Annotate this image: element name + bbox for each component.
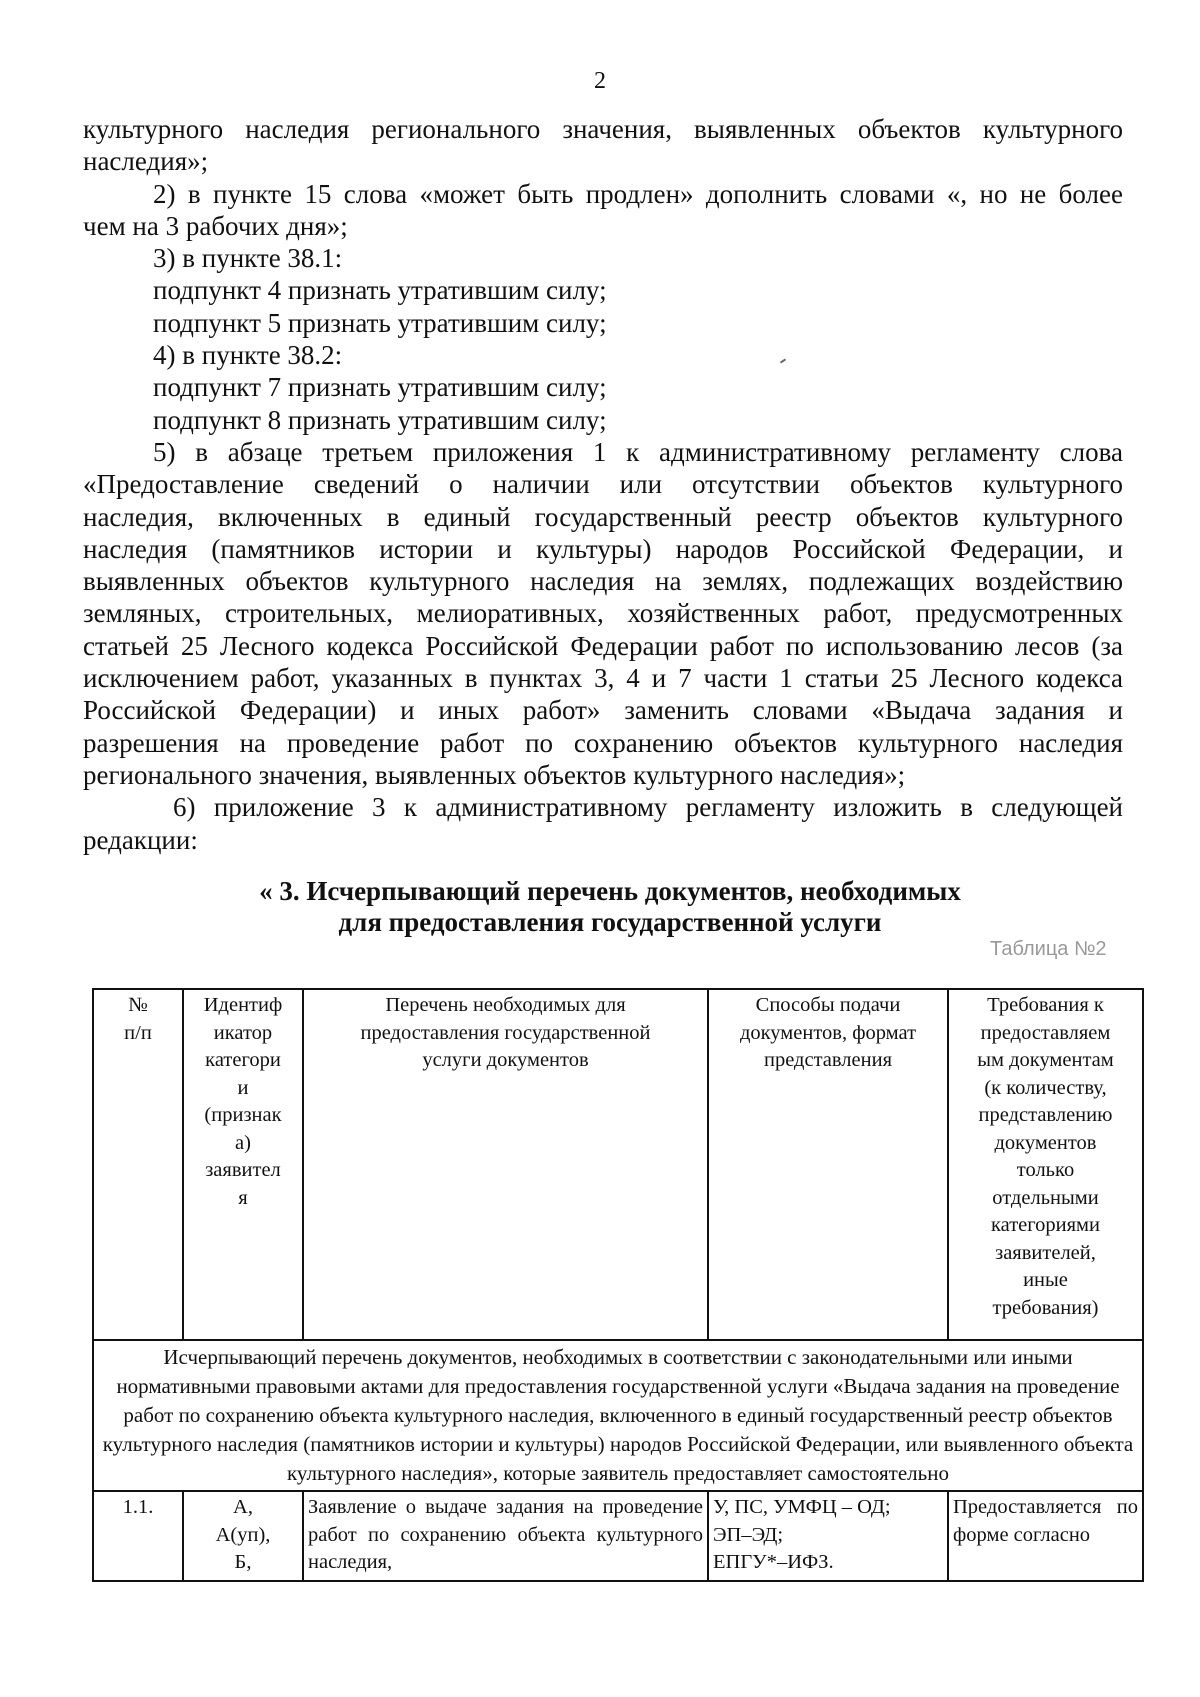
paragraph-line: регионального значения, выявленных объектов культурного наследия»; xyxy=(83,759,906,790)
header-category: Идентиф икатор категори и (признак а) заявител я xyxy=(183,989,303,1340)
appendix-heading xyxy=(0,876,1200,938)
paragraph-line: «Предоставление сведений о наличии или отсутствии объектов культурного xyxy=(83,469,1123,500)
table-caption: Таблица №2 xyxy=(990,938,1107,960)
paragraph-line: статьей 25 Лесного кодекса Российской Федерации работ по использованию лесов (за xyxy=(83,630,1123,661)
paragraph-line: подпункт 8 признать утратившим силу; xyxy=(153,404,607,435)
paragraph-line: 3) в пункте 38.1: xyxy=(153,243,343,274)
row-method: У, ПС, УМФЦ – ОД; ЭП–ЭД; ЕПГУ*–ИФЗ. xyxy=(708,1491,948,1581)
page-number: 2 xyxy=(594,68,606,94)
header-requirements: Требования к предоставляем ым документам (к количеству, представлению документов только отдельными категориями заявителей, иные требования) xyxy=(948,989,1143,1340)
paragraph-line: выявленных объектов культурного наследия на землях, подлежащих воздействию xyxy=(83,566,1123,597)
paragraph-line: редакции: xyxy=(83,824,198,855)
paragraph-line: культурного наследия регионального значения, выявленных объектов культурного xyxy=(83,114,1123,144)
paragraph-line: Российской Федерации) и иных работ» заменить словами «Выдача задания и xyxy=(83,695,1123,726)
heading-line-2: для предоставления государственной услуги xyxy=(338,907,882,937)
table-header-row xyxy=(93,989,1143,1340)
row-category: А, А(уп), Б, xyxy=(183,1491,303,1581)
documents-table xyxy=(92,988,1144,1582)
paragraph-line: наследия, включенных в единый государственный реестр объектов культурного xyxy=(83,501,1123,532)
paragraph-line: исключением работ, указанных в пунктах 3, 4 и 7 части 1 статьи 25 Лесного кодекса xyxy=(83,663,1123,694)
header-methods: Способы подачи документов, формат представления xyxy=(708,989,948,1340)
table-row xyxy=(93,1491,1143,1581)
paragraph-line: подпункт 4 признать утратившим силу; xyxy=(153,275,607,306)
paragraph-line: 6) приложение 3 к административному регламенту изложить в следующей xyxy=(173,792,1123,823)
paragraph-line: чем на 3 рабочих дня»; xyxy=(83,210,348,241)
paragraph-line: разрешения на проведение работ по сохранению объектов культурного наследия xyxy=(83,727,1123,758)
paragraph-line: наследия»; xyxy=(83,146,209,177)
header-number: № п/п xyxy=(93,989,183,1340)
paragraph-line: 5) в абзаце третьем приложения 1 к административному регламенту слова xyxy=(153,436,1123,467)
row-requirements: Предоставляется по форме согласно xyxy=(948,1491,1143,1581)
paragraph-line: подпункт 7 признать утратившим силу; xyxy=(153,372,607,403)
paragraph-line: 4) в пункте 38.2: xyxy=(153,340,343,371)
header-documents: Перечень необходимых для предоставления государственной услуги документов xyxy=(303,989,708,1340)
row-number: 1.1. xyxy=(93,1491,183,1581)
section-title: Исчерпывающий перечень документов, необходимых в соответствии с законодательными или иными нормативными правовыми актами для предоставления государственной услуги «Выдача задания на проведение работ по сохранению объекта культурного наследия, включенного в единый государственный реестр объектов культурного наследия (памятников истории и культуры) народов Российской Федерации, или выявленного объекта культурного наследия», которые заявитель предоставляет самостоятельно xyxy=(93,1340,1143,1491)
heading-line-1: « 3. Исчерпывающий перечень документов, необходимых xyxy=(259,876,961,906)
paragraph-line: наследия (памятников истории и культуры) народов Российской Федерации, и xyxy=(83,533,1123,564)
paragraph-line: подпункт 5 признать утратившим силу; xyxy=(153,307,607,338)
paragraph-line: 2) в пункте 15 слова «может быть продлен» дополнить словами «, но не более xyxy=(153,178,1123,209)
table-section-row xyxy=(93,1340,1143,1491)
paragraph-line: земляных, строительных, мелиоративных, хозяйственных работ, предусмотренных xyxy=(83,598,1123,629)
row-document: Заявление о выдаче задания на проведение работ по сохранению объекта культурного наследия, xyxy=(303,1491,708,1581)
body-text xyxy=(83,113,1123,856)
